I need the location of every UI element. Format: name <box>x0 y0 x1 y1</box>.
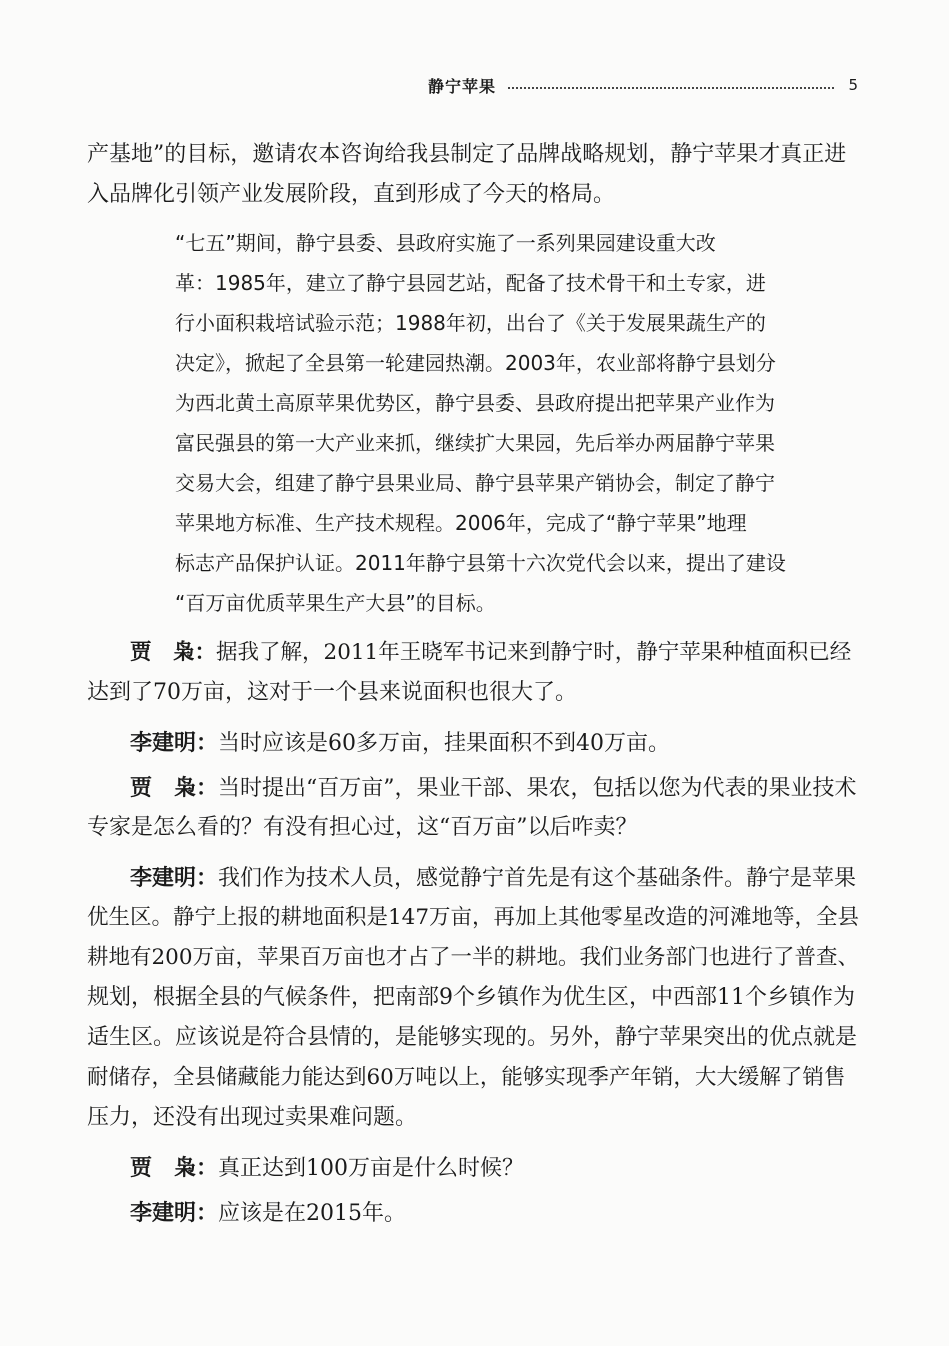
dialogue-text: 应该是在2015年。 <box>218 1201 407 1226</box>
body-line: 压力，还没有出现过卖果难问题。 <box>87 1105 418 1130</box>
quote-line: 标志产品保护认证。2011年静宁县第十六次党代会以来，提出了建设 <box>175 551 786 575</box>
speaker-label: 贾 枭： <box>130 640 217 665</box>
quote-line: 为西北黄土高原苹果优势区，静宁县委、县政府提出把苹果产业作为 <box>175 391 775 415</box>
body-line: 优生区。静宁上报的耕地面积是147万亩，再加上其他零星改造的河滩地等，全县 <box>87 905 860 930</box>
body-line: 达到了70万亩，这对于一个县来说面积也很大了。 <box>87 680 577 705</box>
header-dot-leader <box>508 87 834 89</box>
body-line: 耕地有200万亩，苹果百万亩也才占了一半的耕地。我们业务部门也进行了普查、 <box>87 945 860 970</box>
dialogue-line <box>130 1153 524 1184</box>
dialogue-line <box>130 1198 406 1229</box>
speaker-label: 贾 枭： <box>130 775 219 801</box>
quote-line: 苹果地方标准、生产技术规程。2006年，完成了“静宁苹果”地理 <box>175 511 747 535</box>
speaker-label: 李建明： <box>130 865 219 891</box>
quote-line: 革：1985年，建立了静宁县园艺站，配备了技术骨干和土专家，进 <box>175 271 766 295</box>
body-line: 耐储存，全县储藏能力能达到60万吨以上，能够实现季产年销，大大缓解了销售 <box>87 1065 846 1090</box>
quote-line: 富民强县的第一大产业来抓，继续扩大果园，先后举办两届静宁苹果 <box>175 431 775 455</box>
speaker-label: 李建明： <box>130 1200 219 1226</box>
body-line: 专家是怎么看的？有没有担心过，这“百万亩”以后咋卖？ <box>87 815 638 840</box>
dialogue-line <box>130 728 670 759</box>
speaker-label: 李建明： <box>130 730 219 756</box>
quote-line: 决定》，掀起了全县第一轮建园热潮。2003年，农业部将静宁县划分 <box>175 351 776 375</box>
body-line: 产基地”的目标，邀请农本咨询给我县制定了品牌战略规划，静宁苹果才真正进 <box>87 142 847 167</box>
dialogue-line <box>130 773 857 804</box>
speaker-label: 贾 枭： <box>130 1155 219 1181</box>
dialogue-text: 据我了解，2011年王晓军书记来到静宁时，静宁苹果种植面积已经 <box>216 640 852 665</box>
dialogue-line <box>130 863 856 894</box>
dialogue-text: 我们作为技术人员，感觉静宁首先是有这个基础条件。静宁是苹果 <box>218 866 857 891</box>
body-line: 适生区。应该说是符合县情的，是能够实现的。另外，静宁苹果突出的优点就是 <box>87 1025 858 1050</box>
quote-line: 交易大会，组建了静宁县果业局、静宁县苹果产销协会，制定了静宁 <box>175 471 775 495</box>
dialogue-text: 真正达到100万亩是什么时候？ <box>218 1156 525 1181</box>
quote-line: “七五”期间，静宁县委、县政府实施了一系列果园建设重大改 <box>175 231 716 255</box>
quote-line: “百万亩优质苹果生产大县”的目标。 <box>175 591 496 615</box>
running-header <box>428 72 858 98</box>
dialogue-text: 当时应该是60多万亩，挂果面积不到40万亩。 <box>218 731 671 756</box>
quote-line: 行小面积栽培试验示范；1988年初，出台了《关于发展果蔬生产的 <box>175 311 766 335</box>
dialogue-line <box>130 638 851 668</box>
page-number: 5 <box>848 76 858 94</box>
header-title: 静宁苹果 <box>428 76 497 96</box>
body-line: 规划，根据全县的气候条件，把南部9个乡镇作为优生区，中西部11个乡镇作为 <box>87 985 855 1010</box>
dialogue-text: 当时提出“百万亩”，果业干部、果农，包括以您为代表的果业技术 <box>218 776 857 801</box>
body-line: 入品牌化引领产业发展阶段，直到形成了今天的格局。 <box>87 182 616 207</box>
